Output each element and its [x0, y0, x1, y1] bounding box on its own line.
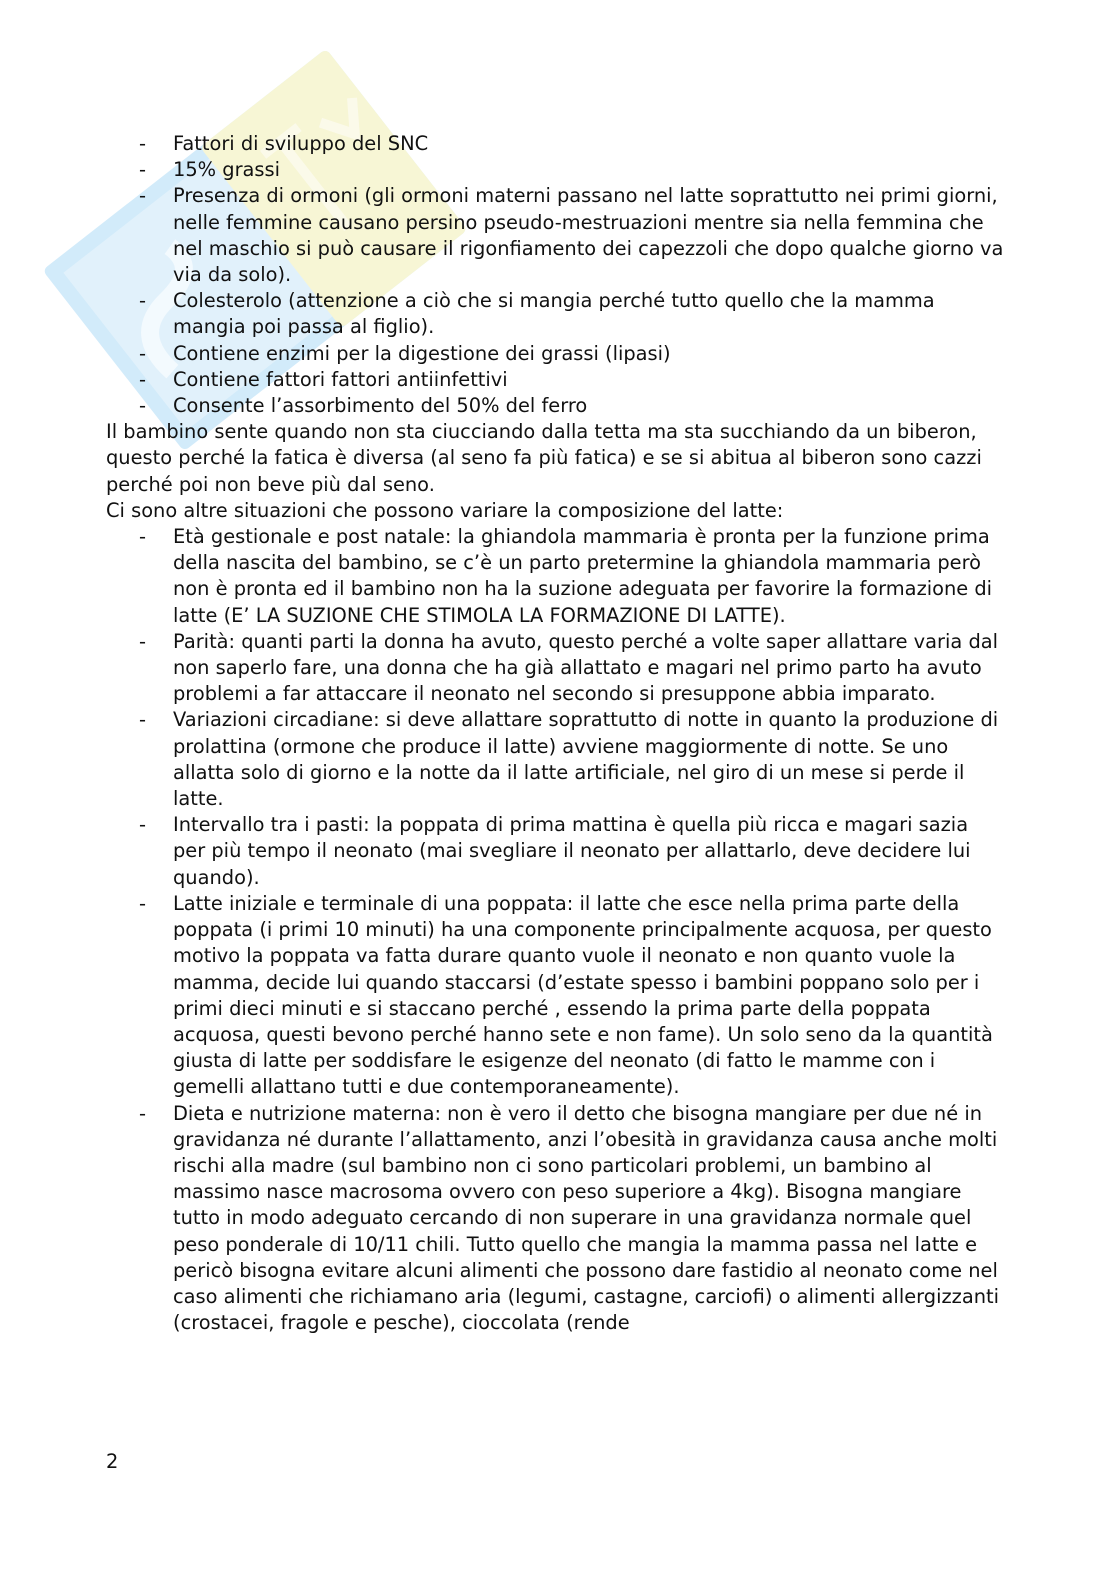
list-item: - Dieta e nutrizione materna: non è vero il detto che bisogna mangiare per due né in gravidanza né durante l’allattamento, anzi l’obesità in gravidanza causa anche molti rischi alla madre (sul bambino non ci sono particolari problemi, un bambino al massimo nasce macrosoma ovvero con peso superiore a 4kg). Bisogna mangiare tutto in modo adeguato cercando di non superare in una gravidanza normale quel peso ponderale di 10/11 chili. Tutto quello che mangia la mamma passa nel latte e pericò bisogna evitare alcuni alimenti che possono dare fastidio al neonato come nel caso alimenti che richiamano aria (legumi, castagne, carciofi) o alimenti allergizzanti (crostacei, fragole e pesche), cioccolata (rende	[106, 1101, 1006, 1337]
list-item: - Latte iniziale e terminale di una poppata: il latte che esce nella prima parte della poppata (i primi 10 minuti) ha una componente principalmente acquosa, per questo motivo la poppata va fatta durare quanto vuole il neonato e non quanto vuole la mamma, decide lui quando staccarsi (d’estate spesso i bambini poppano solo per i primi dieci minuti e si staccano perché , essendo la prima parte della poppata acquosa, questi bevono perché hanno sete e non fame). Un solo seno da la quantità giusta di latte per soddisfare le esigenze del neonato (di fatto le mamme con i gemelli allattano tutti e due contemporaneamente).	[106, 891, 1006, 1101]
list-item: - Consente l’assorbimento del 50% del ferro	[106, 393, 1006, 419]
list-item: - Intervallo tra i pasti: la poppata di prima mattina è quella più ricca e magari sazia per più tempo il neonato (mai svegliare il neonato per allattarlo, deve decidere lui quando).	[106, 812, 1006, 891]
paragraph-intro-variations: Ci sono altre situazioni che possono variare la composizione del latte:	[106, 498, 784, 522]
bullet-list-variations	[106, 524, 1006, 1336]
list-item: - Contiene fattori fattori antiinfettivi	[106, 367, 1006, 393]
list-item: - Contiene enzimi per la digestione dei grassi (lipasi)	[106, 341, 1006, 367]
list-item: - Età gestionale e post natale: la ghiandola mammaria è pronta per la funzione prima della nascita del bambino, se c’è un parto pretermine la ghiandola mammaria però non è pronta ed il bambino non ha la suzione adeguata per favorire la formazione di latte (E’ LA SUZIONE CHE STIMOLA LA FORMAZIONE DI LATTE).	[106, 524, 1006, 629]
list-item: - Colesterolo (attenzione a ciò che si mangia perché tutto quello che la mamma mangia poi passa al figlio).	[106, 288, 1006, 340]
list-item: - Fattori di sviluppo del SNC	[106, 131, 1006, 157]
list-item: - 15% grassi	[106, 157, 1006, 183]
list-item: - Parità: quanti parti la donna ha avuto, questo perché a volte saper allattare varia dal non saperlo fare, una donna che ha già allattato e magari nel primo parto ha avuto problemi a far attaccare il neonato nel secondo si presuppone abbia imparato.	[106, 629, 1006, 708]
page-number: 2	[106, 1450, 119, 1473]
list-item: - Variazioni circadiane: si deve allattare soprattutto di notte in quanto la produzione di prolattina (ormone che produce il latte) avviene maggiormente di notte. Se uno allatta solo di giorno e la notte da il latte artificiale, nel giro di un mese si perde il latte.	[106, 707, 1006, 812]
list-item: - Presenza di ormoni (gli ormoni materni passano nel latte soprattutto nei primi giorni, nelle femmine causano persino pseudo-mestruazioni mentre sia nella femmina che nel maschio si può causare il rigonfiamento dei capezzoli che dopo qualche giorno va via da solo).	[106, 183, 1006, 288]
bullet-list-milk-components	[106, 131, 1006, 419]
paragraph-biberon: Il bambino sente quando non sta ciucciando dalla tetta ma sta succhiando da un biberon, questo perché la fatica è diversa (al seno fa più fatica) e se si abitua al biberon sono cazzi perché poi non beve più dal seno.	[106, 420, 982, 496]
document-body	[106, 131, 1006, 1336]
